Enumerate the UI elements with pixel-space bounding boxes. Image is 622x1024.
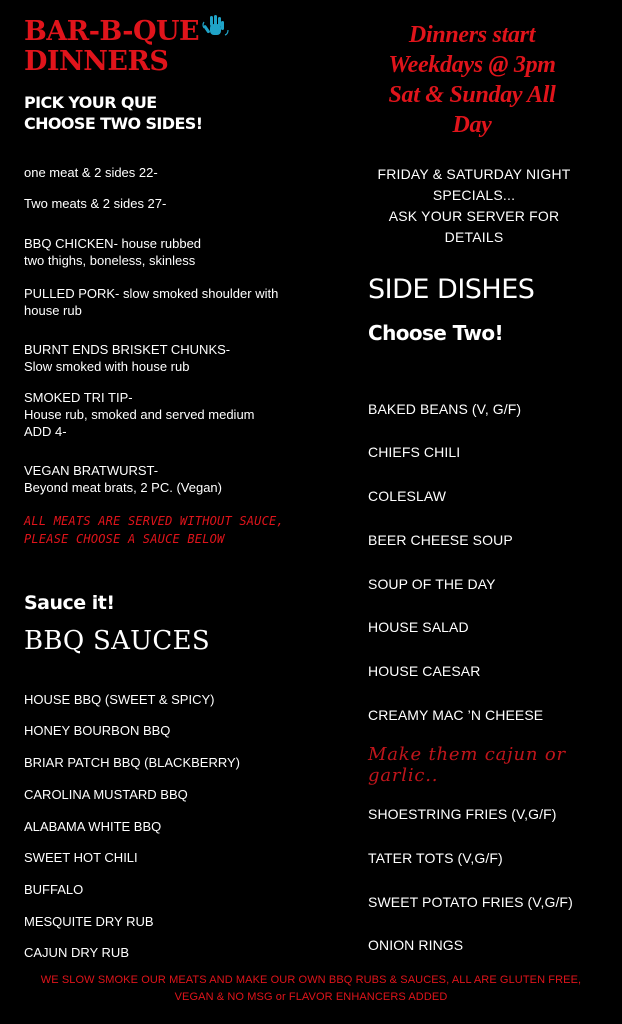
title-line-2: DINNERS	[24, 46, 169, 77]
meat-desc: Beyond meat brats, 2 PC. (Vegan)	[24, 480, 222, 495]
sauce-item: CAJUN DRY RUB	[24, 945, 129, 960]
side-item: BEER CHEESE SOUP	[368, 532, 513, 548]
side-item: BAKED BEANS (V, G/F)	[368, 401, 522, 417]
choose-two-heading: Choose Two!	[368, 321, 504, 345]
sauce-warning	[24, 512, 284, 548]
sauce-item: BUFFALO	[24, 882, 84, 897]
meat-desc: House rub, smoked and served medium	[24, 407, 255, 422]
meat-desc: two thighs, boneless, skinless	[24, 253, 196, 268]
sauce-item: HOUSE BBQ (SWEET & SPICY)	[24, 692, 215, 707]
side-item: SOUP OF THE DAY	[368, 576, 496, 592]
sauce-item: CAROLINA MUSTARD BBQ	[24, 787, 188, 802]
meat-extra: ADD 4-	[24, 424, 67, 439]
meat-item	[24, 462, 324, 496]
fries-item: ONION RINGS	[368, 937, 464, 953]
hours-line-3: Sat & Sunday All	[388, 82, 556, 108]
sauce-item: MESQUITE DRY RUB	[24, 914, 154, 929]
side-item: CHIEFS CHILI	[368, 444, 461, 460]
footer-line-2: VEGAN & NO MSG or FLAVOR ENHANCERS ADDED	[174, 991, 448, 1003]
meat-name: BBQ CHICKEN- house rubbed	[24, 236, 202, 251]
price-two-meats: Two meats & 2 sides 27-	[24, 196, 167, 211]
fries-item: SHOESTRING FRIES (V,G/F)	[368, 806, 557, 822]
sauce-it-heading: Sauce it!	[24, 592, 115, 614]
sauce-item: BRIAR PATCH BBQ (BLACKBERRY)	[24, 755, 240, 770]
menu-title	[24, 14, 229, 77]
side-item: CREAMY MAC ’N CHEESE	[368, 707, 544, 723]
hours-line-4: Day	[452, 112, 492, 138]
warning-line-2: PLEASE CHOOSE A SAUCE BELOW	[24, 532, 225, 546]
cajun-garlic-note: Make them cajun or garlic..	[368, 744, 566, 786]
side-dishes-heading: SIDE DISHES	[368, 274, 535, 305]
sauce-item: HONEY BOURBON BBQ	[24, 723, 171, 738]
meat-desc: house rub	[24, 303, 82, 318]
subtitle-line-1: PICK YOUR QUE	[24, 93, 157, 112]
meat-item	[24, 389, 324, 440]
meat-item	[24, 285, 324, 319]
sauce-item: SWEET HOT CHILI	[24, 850, 138, 865]
warning-line-1: ALL MEATS ARE SERVED WITHOUT SAUCE,	[24, 514, 284, 528]
meat-name: BURNT ENDS BRISKET CHUNKS-	[24, 342, 231, 357]
price-one-meat: one meat & 2 sides 22-	[24, 165, 158, 180]
meat-item	[24, 341, 324, 375]
hand-icon	[201, 14, 229, 42]
meat-name: VEGAN BRATWURST-	[24, 463, 159, 478]
side-item: COLESLAW	[368, 488, 447, 504]
hours-line-2: Weekdays @ 3pm	[388, 52, 556, 78]
meat-desc: Slow smoked with house rub	[24, 359, 190, 374]
hours-line-1: Dinners start	[408, 22, 536, 48]
specials-line-1: FRIDAY & SATURDAY NIGHT	[377, 166, 571, 182]
footer-line-1: WE SLOW SMOKE OUR MEATS AND MAKE OUR OWN BBQ RUBS & SAUCES, ALL ARE GLUTEN FREE,	[40, 974, 582, 986]
sauce-item: ALABAMA WHITE BBQ	[24, 819, 162, 834]
weekend-specials	[356, 164, 592, 248]
title-line-1: BAR-B-QUE	[24, 16, 200, 47]
side-item: HOUSE CAESAR	[368, 663, 481, 679]
specials-line-3: ASK YOUR SERVER FOR	[388, 208, 560, 224]
specials-line-2: SPECIALS...	[432, 187, 516, 203]
fries-item: TATER TOTS (V,G/F)	[368, 850, 503, 866]
meat-item	[24, 235, 324, 269]
subtitle	[24, 92, 202, 134]
subtitle-line-2: CHOOSE TWO SIDES!	[24, 114, 203, 133]
side-item: HOUSE SALAD	[368, 619, 469, 635]
meat-name: SMOKED TRI TIP-	[24, 390, 133, 405]
meat-name: PULLED PORK- slow smoked shoulder with	[24, 286, 279, 301]
fries-item: SWEET POTATO FRIES (V,G/F)	[368, 894, 573, 910]
bbq-sauces-heading: BBQ SAUCES	[24, 626, 210, 656]
dinner-hours	[352, 20, 592, 140]
specials-line-4: DETAILS	[444, 229, 504, 245]
footer-note	[0, 972, 622, 1006]
